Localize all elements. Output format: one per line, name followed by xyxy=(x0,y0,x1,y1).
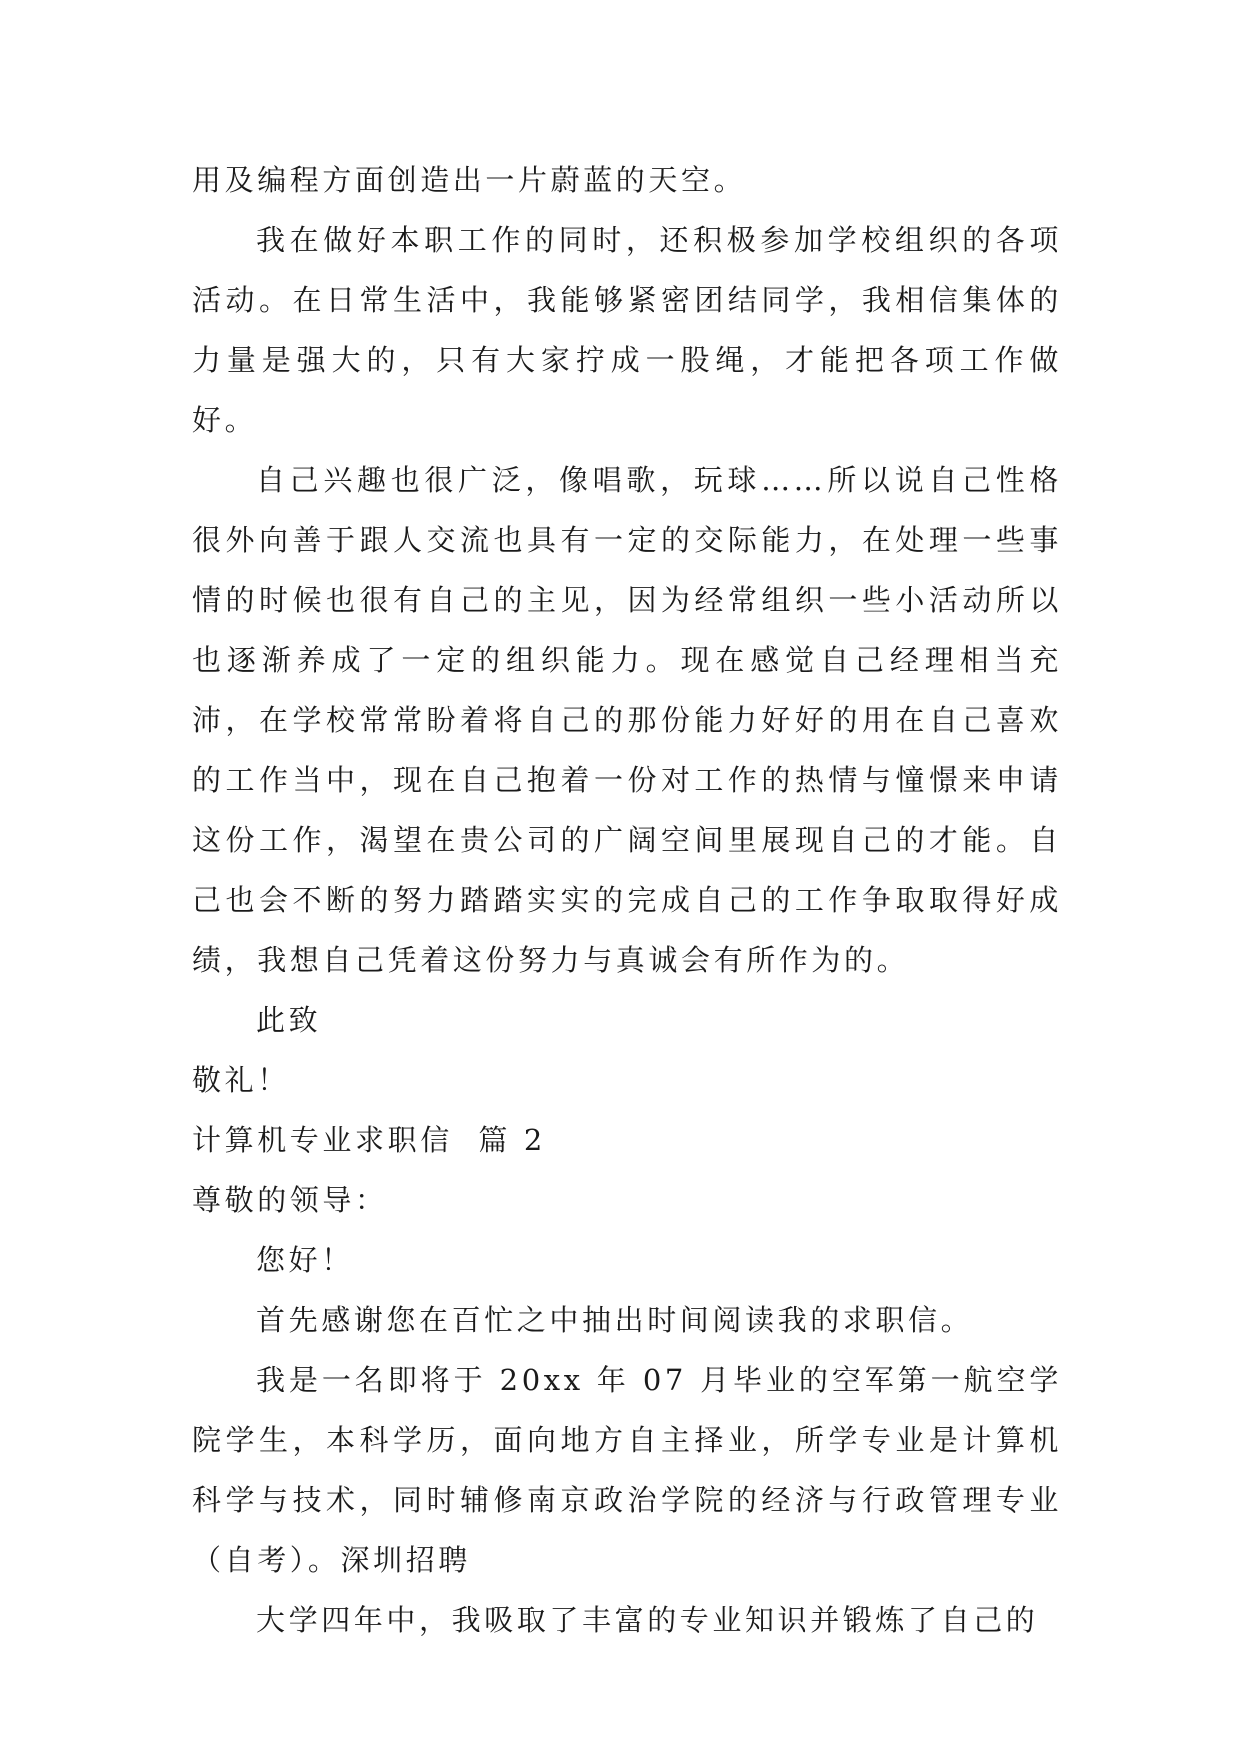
paragraph-thanks: 首先感谢您在百忙之中抽出时间阅读我的求职信。 xyxy=(256,1303,974,1337)
paragraph-3: 自己兴趣也很广泛，像唱歌，玩球……所以说自己性格很外向善于跟人交流也具有一定的交际能力，在处理一些事情的时候也很有自己的主见，因为经常组织一些小活动所以也逐渐养成了一定的组织能力。现在感觉自己经理相当充沛，在学校常常盼着将自己的那份能力好好的用在自己喜欢的工作当中，现在自己抱着一份对工作的热情与憧憬来申请这份工作，渴望在贵公司的广阔空间里展现自己的才能。自己也会不断的努力踏踏实实的完成自己的工作争取取得好成绩，我想自己凭着这份努力与真诚会有所作为的。 xyxy=(192,463,1062,977)
greeting-recipient: 尊敬的领导： xyxy=(192,1183,388,1217)
closing-regards: 敬礼！ xyxy=(192,1063,290,1097)
section-heading: 计算机专业求职信 篇 2 xyxy=(192,1123,546,1157)
greeting-hello: 您好！ xyxy=(256,1243,354,1277)
closing-salutation: 此致 xyxy=(256,1003,322,1037)
paragraph-intro: 我是一名即将于 20xx 年 07 月毕业的空军第一航空学院学生，本科学历，面向地方自主择业，所学专业是计算机科学与技术，同时辅修南京政治学院的经济与行政管理专业（自考）。深圳招聘 xyxy=(192,1363,1062,1577)
paragraph-2: 我在做好本职工作的同时，还积极参加学校组织的各项活动。在日常生活中，我能够紧密团结同学，我相信集体的力量是强大的，只有大家拧成一股绳，才能把各项工作做好。 xyxy=(192,223,1062,437)
document-body xyxy=(192,150,1062,1650)
paragraph-university: 大学四年中，我吸取了丰富的专业知识并锻炼了自己的 xyxy=(256,1603,1039,1637)
paragraph-1: 用及编程方面创造出一片蔚蓝的天空。 xyxy=(192,163,747,197)
